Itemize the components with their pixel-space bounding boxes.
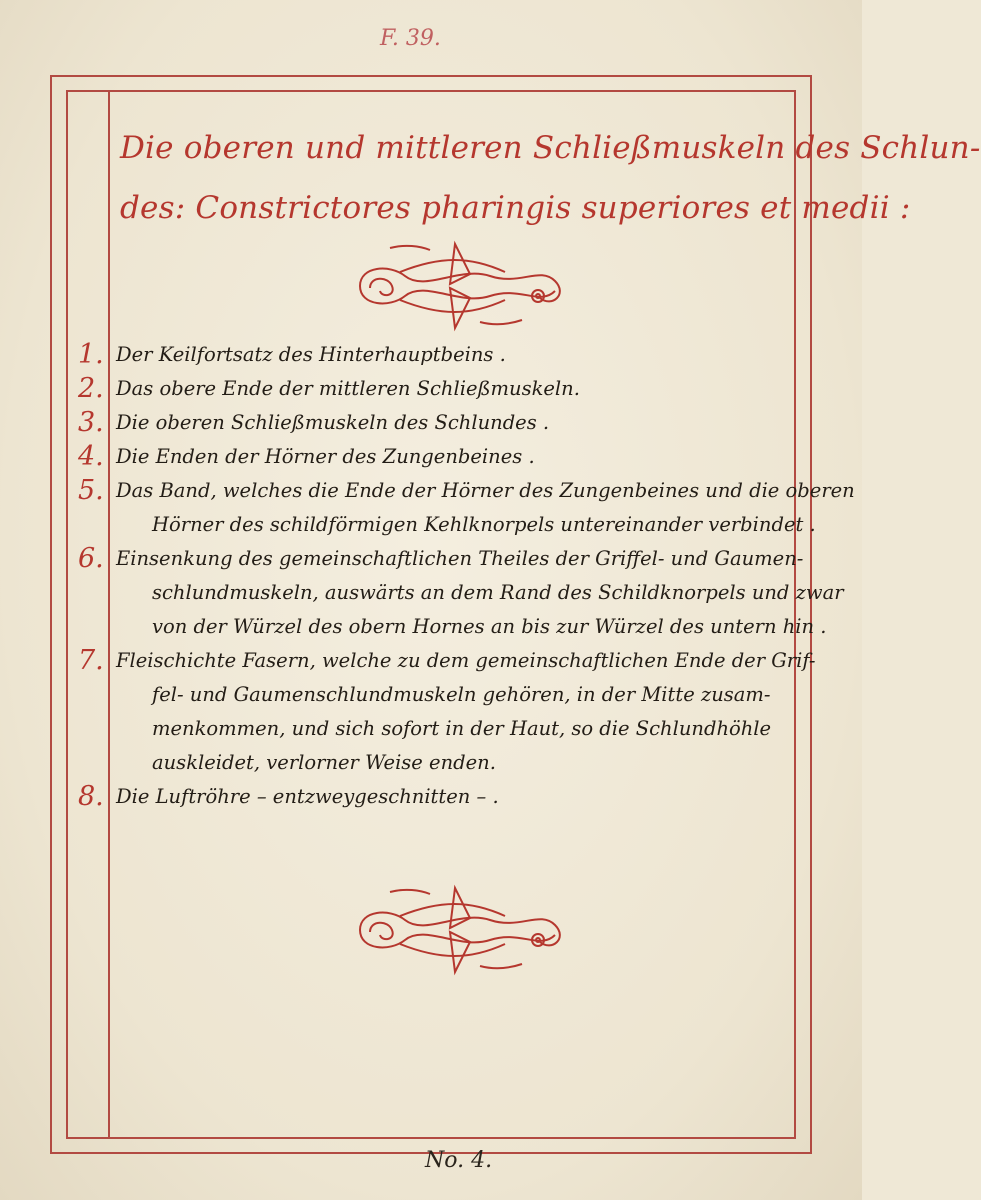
flourish-ornament-top-icon (330, 236, 580, 336)
item-number: 7. (78, 645, 104, 676)
list-item (72, 644, 816, 780)
item-text-continuation: schlundmuskeln, auswärts an dem Rand des Schildknorpels und zwar (152, 581, 844, 604)
item-text-continuation: auskleidet, verlorner Weise enden. (152, 751, 496, 774)
item-number: 6. (78, 543, 104, 574)
item-number: 8. (78, 781, 104, 812)
item-number: 5. (78, 475, 104, 506)
item-number: 3. (78, 407, 104, 438)
item-text-continuation: von der Würzel des obern Hornes an bis zur Würzel des untern hin . (152, 615, 827, 638)
item-text-continuation: menkommen, und sich sofort in der Haut, so die Schlundhöhle (152, 717, 772, 740)
item-text: Die oberen Schließmuskeln des Schlundes . (116, 411, 550, 434)
plate-number: No. 4. (425, 1148, 493, 1173)
plate-title (120, 118, 981, 238)
list-item (72, 440, 794, 474)
folio-number: F. 39. (380, 26, 441, 51)
list-item (72, 474, 855, 542)
item-number: 2. (78, 373, 104, 404)
list-item (72, 372, 794, 406)
legend-list (72, 338, 855, 814)
item-number: 1. (78, 339, 104, 370)
item-text: Die Enden der Hörner des Zungenbeines . (116, 445, 535, 468)
flourish-ornament-bottom-icon (330, 880, 580, 980)
title-line-1: Die oberen und mittleren Schließmuskeln des Schlun- (120, 130, 981, 166)
item-text: Fleischichte Fasern, welche zu dem gemeinschaftlichen Ende der Grif- (116, 649, 816, 672)
item-text: Der Keilfortsatz des Hinterhauptbeins . (116, 343, 506, 366)
item-text: Das Band, welches die Ende der Hörner des Zungenbeines und die oberen (116, 479, 855, 502)
item-text: Einsenkung des gemeinschaftlichen Theiles der Griffel- und Gaumen- (116, 547, 804, 570)
item-number: 4. (78, 441, 104, 472)
item-text: Das obere Ende der mittleren Schließmuskeln. (116, 377, 580, 400)
list-item (72, 542, 844, 644)
title-line-2: des: Constrictores pharingis superiores et medii : (120, 190, 911, 226)
list-item (72, 780, 794, 814)
item-text-continuation: Hörner des schildförmigen Kehlknorpels untereinander verbindet . (152, 513, 816, 536)
list-item (72, 406, 794, 440)
item-text: Die Luftröhre – entzweygeschnitten – . (116, 785, 499, 808)
list-item (72, 338, 794, 372)
item-text-continuation: fel- und Gaumenschlundmuskeln gehören, in der Mitte zusam- (152, 683, 771, 706)
